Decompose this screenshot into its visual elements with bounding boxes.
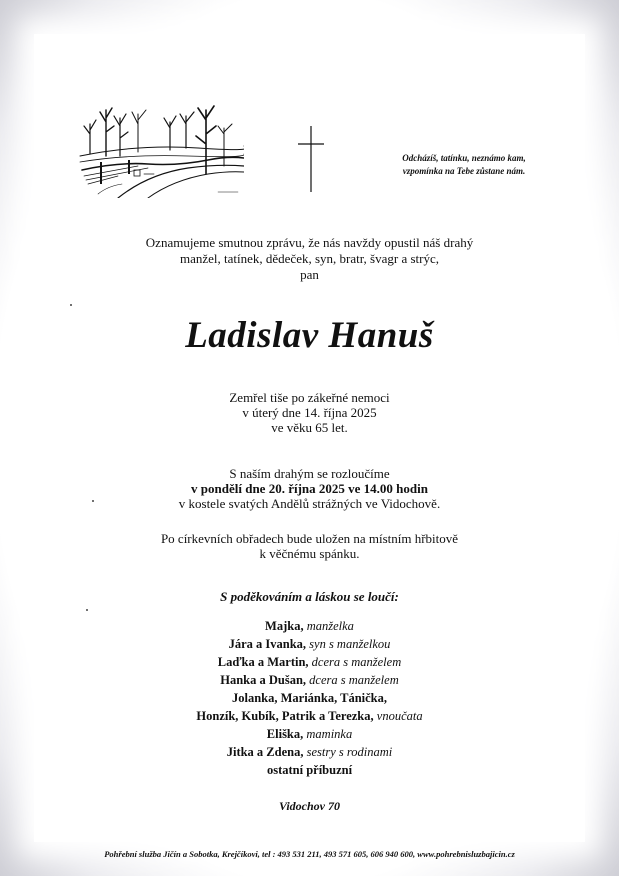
- landscape-sketch: [78, 104, 244, 198]
- intro-line-1: Oznamujeme smutnou zprávu, že nás navždy opustil náš drahý: [145, 235, 474, 250]
- funeral-details: [0, 466, 619, 511]
- mourners-list: [0, 617, 619, 779]
- quote-line-2: vzpomínka na Tebe zůstane nám.: [402, 166, 526, 176]
- burial-line-2: k věčnému spánku.: [259, 546, 360, 561]
- burial-line-1: Po církevních obřadech bude uložen na místním hřbitově: [160, 531, 459, 546]
- scan-speck: [70, 304, 72, 306]
- funeral-date: v pondělí dne 20. října 2025 ve 14.00 hodin: [191, 481, 428, 496]
- cross-icon: [296, 126, 326, 192]
- intro-line-2: manžel, tatínek, dědeček, syn, bratr, švagr a strýc,: [179, 251, 440, 266]
- mourner-row: Honzík, Kubík, Patrik a Terezka, vnoučata: [196, 709, 423, 723]
- funeral-location: v kostele svatých Andělů strážných ve Vidochově.: [178, 496, 441, 511]
- scan-speck: [92, 500, 94, 502]
- mourner-row: ostatní příbuzní: [266, 763, 353, 777]
- mourner-row: Majka, manželka: [265, 619, 354, 633]
- mourner-row: Jitka a Zdena, sestry s rodinami: [226, 745, 393, 759]
- mourner-row: Hanka a Dušan, dcera s manželem: [220, 673, 399, 687]
- death-details: [0, 390, 619, 435]
- scan-speck: [86, 609, 88, 611]
- funeral-service-footer: Pohřební služba Jičín a Sobotka, Krejčíkovi, tel : 493 531 211, 493 571 605, 606 940 600, www.pohrebnisluzbajicin.cz: [104, 849, 515, 859]
- burial-details: [0, 531, 619, 561]
- quote-line-1: Odcházíš, tatínku, neznámo kam,: [402, 153, 526, 163]
- death-line-3: ve věku 65 let.: [271, 420, 348, 435]
- mourner-row: Jolanka, Mariánka, Tánička,: [231, 691, 387, 705]
- death-line-2: v úterý dne 14. října 2025: [242, 405, 377, 420]
- intro-line-3: pan: [300, 267, 319, 282]
- address: Vidochov 70: [278, 799, 340, 813]
- memorial-quote: [384, 152, 544, 178]
- thanks-heading: S poděkováním a láskou se loučí:: [220, 589, 399, 604]
- funeral-line-1: S naším drahým se rozloučíme: [229, 466, 390, 481]
- death-line-1: Zemřel tiše po zákeřné nemoci: [229, 390, 390, 405]
- mourner-row: Jára a Ivanka, syn s manželkou: [228, 637, 391, 651]
- mourner-row: Eliška, maminka: [266, 727, 353, 741]
- deceased-name: Ladislav Hanuš: [185, 315, 434, 356]
- announcement-intro: [0, 235, 619, 283]
- mourner-row: Laďka a Martin, dcera s manželem: [217, 655, 402, 669]
